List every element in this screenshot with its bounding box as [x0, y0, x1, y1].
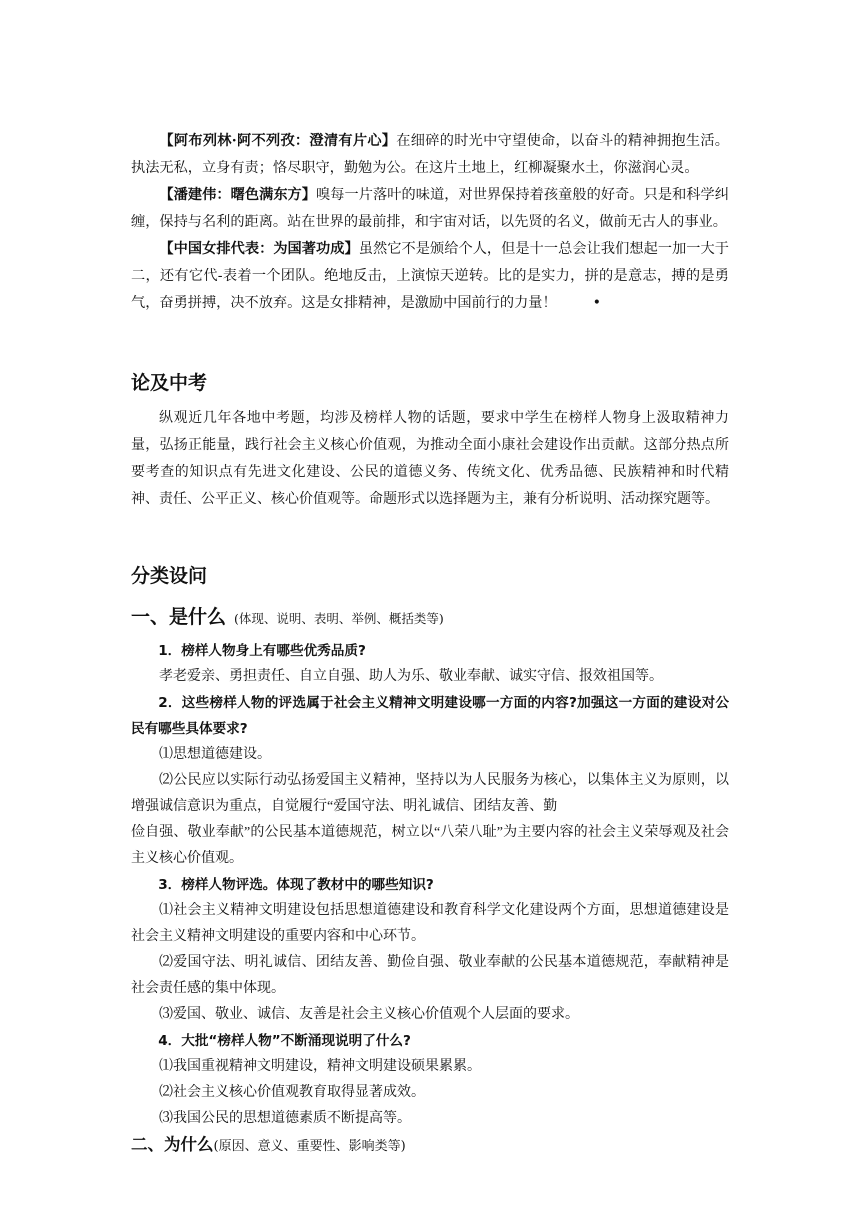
profile-text: 在细碎的时光中守望使命，以奋斗的精神拥抱生活。执法无私，立身有责；恪尽职守，勤勉为公。在这片土地上，红柳凝聚水土，你滋润心灵。 — [131, 133, 729, 176]
part-heading-what — [131, 602, 729, 634]
answer-3-3: ⑶爱国、敬业、诚信、友善是社会主义核心价值观个人层面的要求。 — [159, 1007, 579, 1022]
bullet-mark: • — [592, 295, 602, 311]
exam-paragraph: 纵观近几年各地中考题，均涉及榜样人物的话题，要求中学生在榜样人物身上汲取精神力量，弘扬正能量，践行社会主义核心价值观，为推动全面小康社会建设作出贡献。这部分热点所要考查的知识点有先进文化建设、公民的道德义务、传统文化、优秀品德、民族精神和时代精神、责任、公平正义、核心价值观等。命题形式以选择题为主，兼有分析说明、活动探究题等。 — [131, 411, 729, 507]
profile-paragraph — [131, 236, 729, 317]
section-title-exam: 论及中考 — [131, 372, 208, 394]
profile-tag: 【阿布列林·阿不列孜：澄清有片心】 — [159, 133, 397, 149]
part-heading-why-title: 二、为什么 — [131, 1135, 214, 1154]
answer-3-2: ⑵爱国守法、明礼诚信、团结友善、勤俭自强、敬业奉献的公民基本道德规范，奉献精神是社会责任感的集中体现。 — [131, 955, 729, 996]
answer-2-2a: ⑵公民应以实际行动弘扬爱国主义精神，坚持以为人民服务为核心，以集体主义为原则，以增强诚信意识为重点，自觉履行“爱国守法、明礼诚信、团结友善、勤 — [131, 773, 729, 814]
profile-paragraph — [131, 128, 729, 182]
profile-text: 虽然它不是颁给个人，但是十一总会让我们想起一加一大于二，还有它代-表着一个团队。绝地反击，上演惊天逆转。比的是实力，拼的是意志，搏的是勇气，奋勇拼搏，决不放弃。这是女排精神，是激励中国前行的力量！ — [131, 241, 729, 311]
part-heading-why-note: (原因、意义、重要性、影响类等) — [213, 1139, 406, 1154]
profile-paragraph — [131, 182, 729, 236]
answer-4-3: ⑶我国公民的思想道德素质不断提高等。 — [159, 1111, 411, 1126]
document-content — [131, 128, 729, 1160]
profile-tag: 【潘建伟：曙色满东方】 — [159, 187, 317, 203]
answer-1: 孝老爱亲、勇担责任、自立自强、助人为乐、敬业奉献、诚实守信、报效祖国等。 — [159, 669, 663, 684]
part-heading-why — [131, 1132, 729, 1160]
section-title-classify: 分类设问 — [131, 565, 208, 587]
answer-2-2b: 俭自强、敬业奉献”的公民基本道德规范，树立以“八荣八耻”为主要内容的社会主义荣辱观及社会主义核心价值观。 — [131, 825, 729, 866]
question-1: 1．榜样人物身上有哪些优秀品质? — [158, 643, 366, 659]
part-heading-what-title: 一、是什么 — [131, 606, 227, 628]
question-2: 2．这些榜样人物的评选属于社会主义精神文明建设哪一方面的内容?加强这一方面的建设对公民有哪些具体要求? — [131, 695, 729, 737]
question-3: 3．榜样人物评选。体现了教材中的哪些知识? — [158, 877, 434, 893]
profile-tag: 【中国女排代表：为国著功成】 — [159, 241, 359, 257]
part-heading-what-note: (体现、说明、表明、举例、概括类等) — [234, 611, 444, 626]
question-4: 4．大批“榜样人物”不断涌现说明了什么? — [158, 1033, 411, 1049]
answer-4-1: ⑴我国重视精神文明建设，精神文明建设硕果累累。 — [159, 1059, 481, 1074]
answer-3-1: ⑴社会主义精神文明建设包括思想道德建设和教育科学文化建设两个方面，思想道德建设是社会主义精神文明建设的重要内容和中心环节。 — [131, 903, 729, 944]
answer-2-1: ⑴思想道德建设。 — [159, 747, 271, 762]
answer-4-2: ⑵社会主义核心价值观教育取得显著成效。 — [159, 1085, 425, 1100]
profile-text: 嗅每一片落叶的味道，对世界保持着孩童般的好奇。只是和科学纠缠，保持与名利的距离。站在世界的最前排，和宇宙对话，以先贤的名义，做前无古人的事业。 — [131, 187, 729, 230]
